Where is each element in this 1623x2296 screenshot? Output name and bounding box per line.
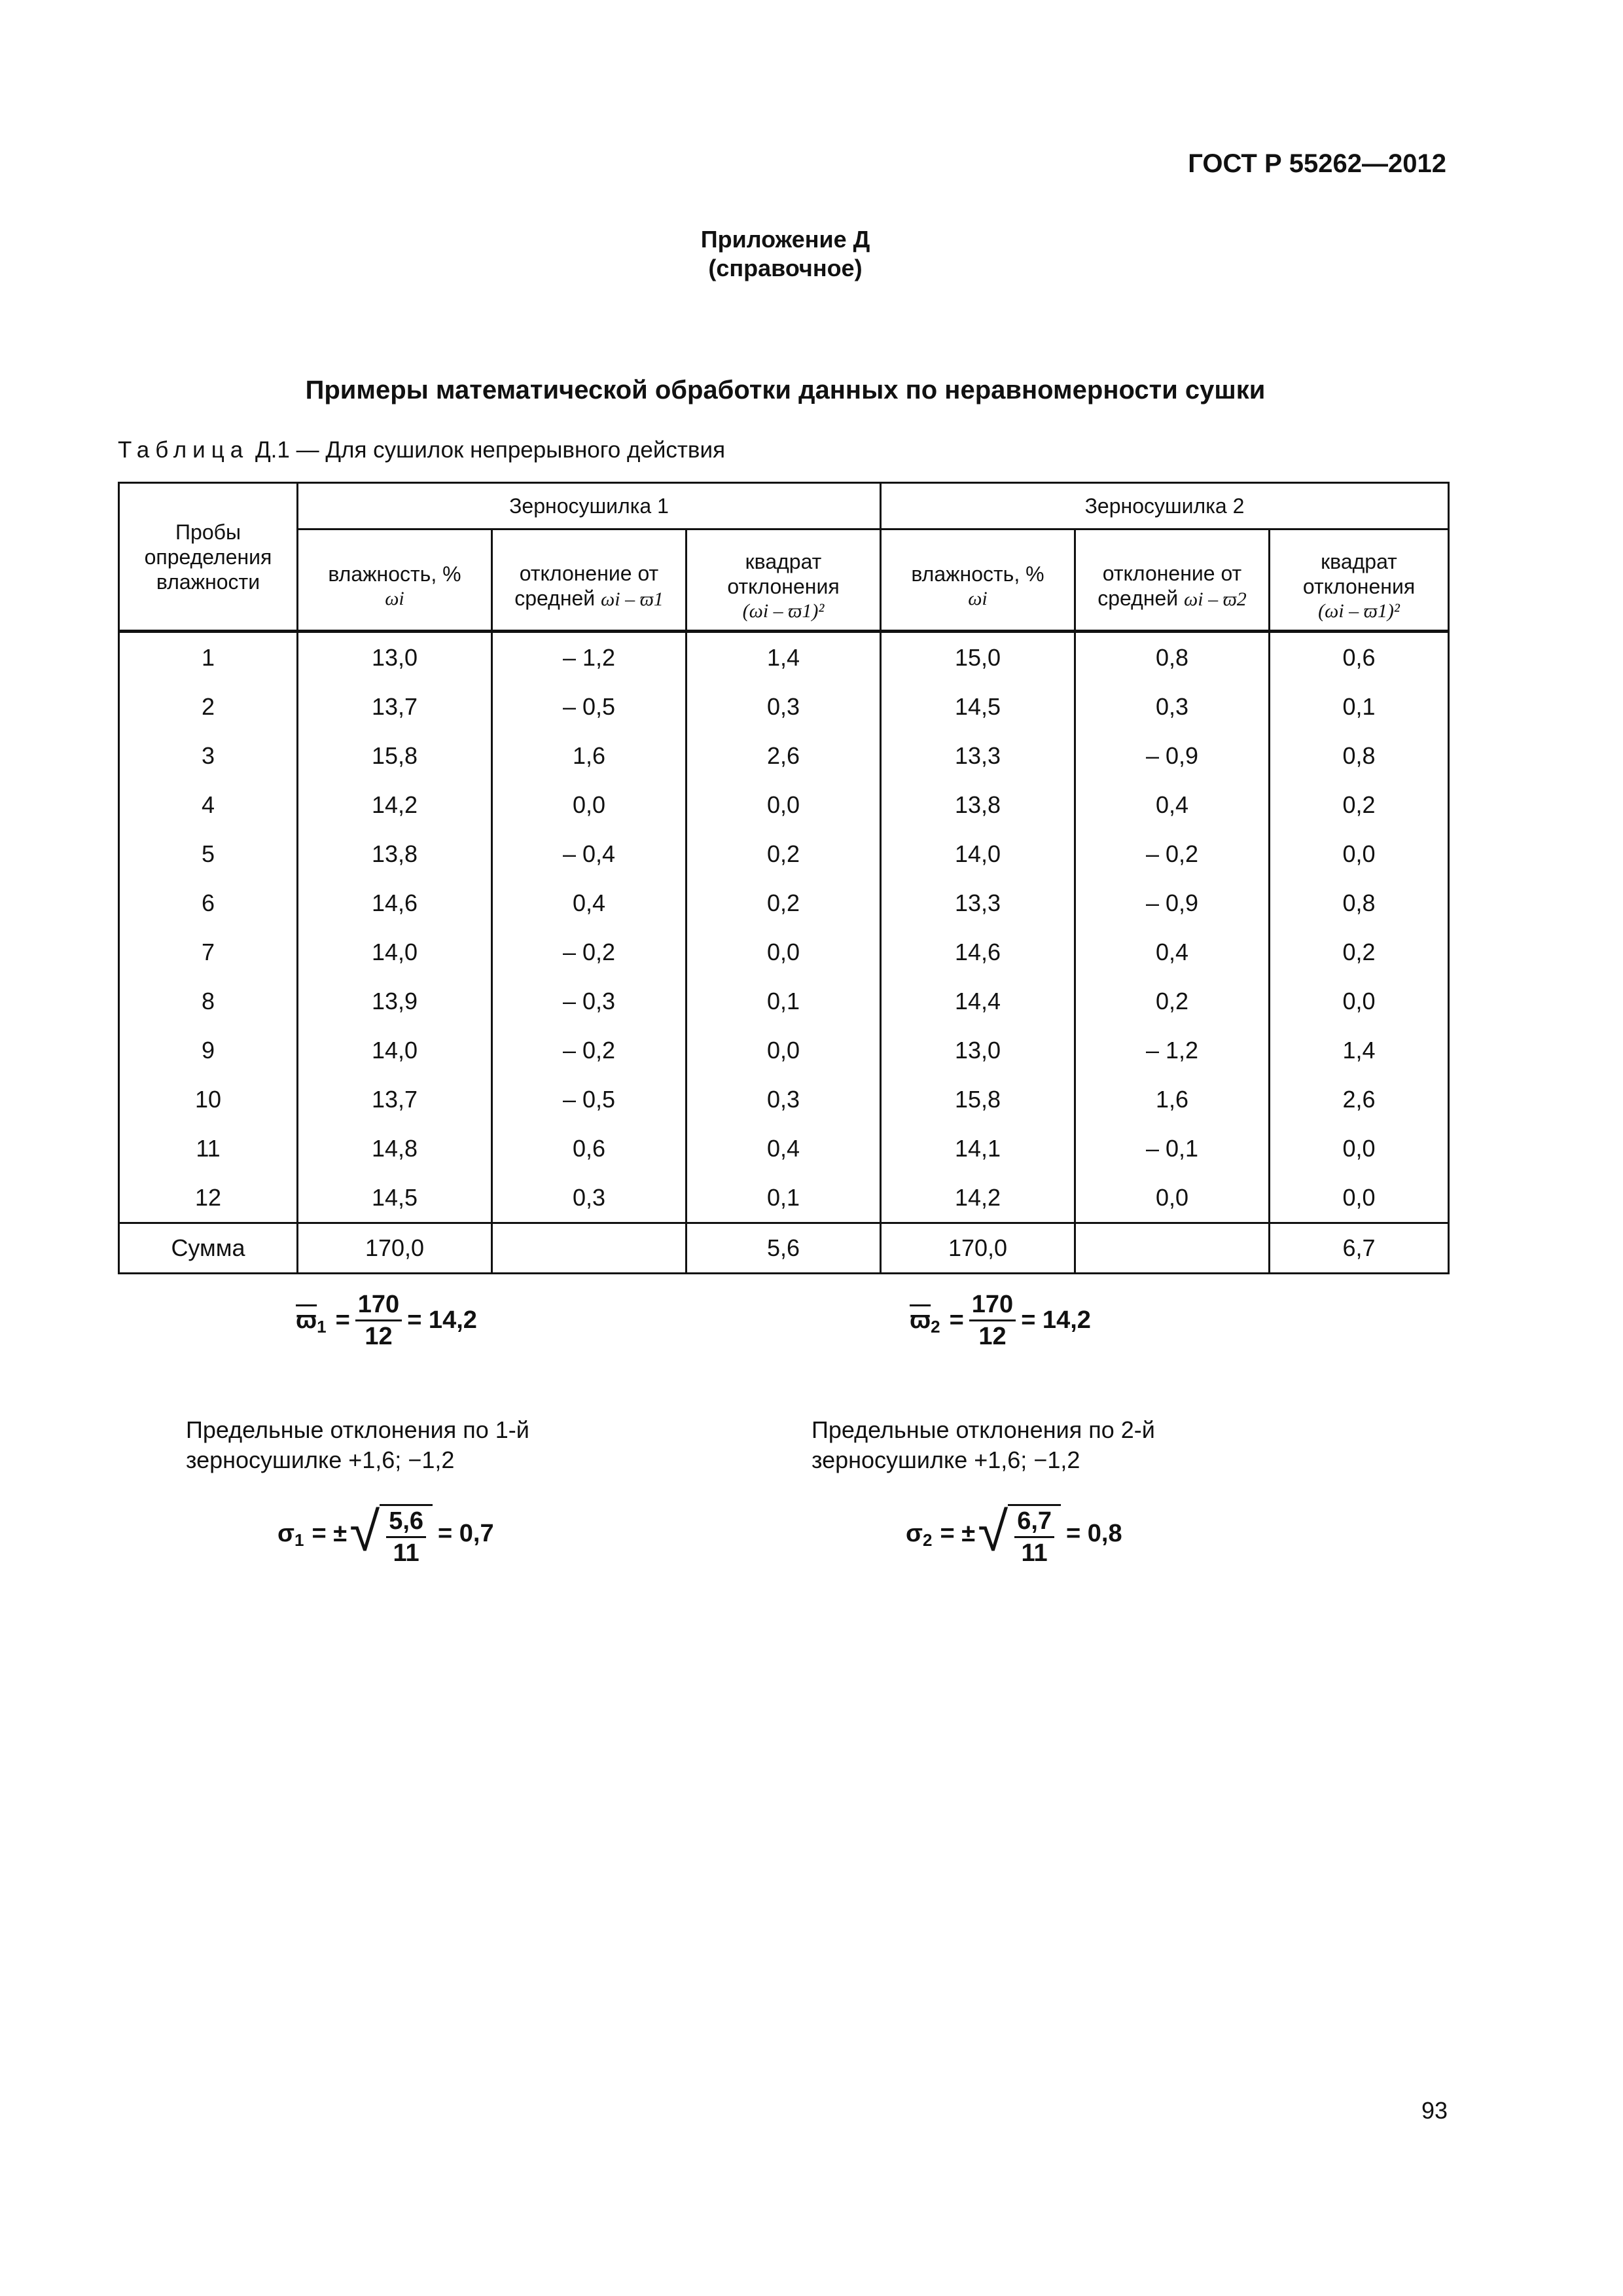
table-cell: 14,0: [298, 927, 492, 977]
table-cell: 4: [119, 780, 298, 829]
page-number: 93: [1421, 2097, 1448, 2124]
table-cell: 0,4: [687, 1124, 881, 1173]
header-moisture-symbol: ωi: [968, 588, 988, 609]
mean-fraction: [969, 1289, 1016, 1352]
table-caption-text: — Для сушилок непрерывного действия: [296, 437, 726, 463]
annex-title: Приложение Д: [700, 226, 870, 253]
sigma-subscript: 2: [923, 1530, 933, 1550]
table-cell: 13,9: [298, 977, 492, 1026]
header-moisture-label: влажность, %: [328, 562, 461, 586]
table-cell: 1: [119, 632, 298, 683]
header-square-symbol: (ωi – ϖ1)²: [1318, 600, 1400, 622]
table-cell: 14,4: [881, 977, 1075, 1026]
table-cell: 0,1: [1270, 682, 1449, 731]
table-cell: 0,8: [1075, 632, 1270, 683]
table-cell: 13,7: [298, 1075, 492, 1124]
table-cell: 14,6: [298, 878, 492, 927]
table-cell: 15,8: [881, 1075, 1075, 1124]
table-cell: 9: [119, 1026, 298, 1075]
document-code: ГОСТ Р 55262—2012: [1188, 149, 1446, 178]
table-cell: 2,6: [687, 731, 881, 780]
sqrt-icon: √ $\frac{5,6}{11}$: [349, 1499, 433, 1568]
table-row: [119, 1173, 1449, 1223]
table-cell: 0,2: [687, 829, 881, 878]
table-cell: 3: [119, 731, 298, 780]
sigma-fraction: [386, 1506, 426, 1568]
sigma-symbol: σ: [277, 1519, 294, 1547]
table-cell: 0,8: [1270, 731, 1449, 780]
header-moisture-symbol: ωi: [385, 588, 404, 609]
fraction-denominator: 12: [365, 1323, 393, 1350]
moisture-table: [118, 482, 1450, 1274]
table-cell: 0,1: [687, 977, 881, 1026]
table-cell: – 0,3: [492, 977, 687, 1026]
table-cell: 0,2: [1270, 927, 1449, 977]
limits-line-1: Предельные отклонения по 1-й: [186, 1416, 529, 1443]
sigma-formula-2: [906, 1499, 1122, 1568]
sqrt-icon: √ $\frac{6,7}{11}$: [978, 1499, 1061, 1568]
table-cell: 13,3: [881, 731, 1075, 780]
table-cell: – 0,5: [492, 682, 687, 731]
table-cell: 14,2: [881, 1173, 1075, 1223]
table-cell: 7: [119, 927, 298, 977]
table-cell: 14,5: [298, 1173, 492, 1223]
table-cell: – 1,2: [492, 632, 687, 683]
sum-cell: Сумма: [119, 1223, 298, 1274]
limits-line-1: Предельные отклонения по 2-й: [812, 1416, 1155, 1443]
sum-row: [119, 1223, 1449, 1274]
table-cell: 13,8: [881, 780, 1075, 829]
header-moisture-label: влажность, %: [911, 562, 1044, 586]
table-cell: – 0,1: [1075, 1124, 1270, 1173]
sigma-subscript: 1: [294, 1530, 304, 1550]
header-sample-col: Пробы определения влажности: [119, 483, 298, 632]
header-deviation-1: [492, 536, 687, 638]
table-cell: 0,2: [1075, 977, 1270, 1026]
sigma-result: = 0,8: [1066, 1519, 1122, 1547]
limits-line-2: зерносушилке +1,6; −1,2: [186, 1446, 455, 1473]
fraction-denominator: 11: [393, 1539, 419, 1567]
sum-cell: 5,6: [687, 1223, 881, 1274]
table-cell: 0,0: [1270, 1173, 1449, 1223]
table-cell: 13,8: [298, 829, 492, 878]
table-cell: 0,2: [687, 878, 881, 927]
table-cell: 2: [119, 682, 298, 731]
table-cell: – 0,2: [1075, 829, 1270, 878]
table-cell: 11: [119, 1124, 298, 1173]
table-cell: 0,6: [492, 1124, 687, 1173]
fraction-numerator: 170: [355, 1289, 402, 1321]
table-cell: 13,7: [298, 682, 492, 731]
table-caption-number: Д.1: [255, 437, 290, 463]
table-row: [119, 1075, 1449, 1124]
table-cell: 12: [119, 1173, 298, 1223]
header-deviation-label: отклонение от средней: [514, 562, 659, 610]
sigma-result: = 0,7: [438, 1519, 494, 1547]
table-cell: 1,4: [1270, 1026, 1449, 1075]
header-square-label: квадрат отклонения: [1302, 550, 1416, 598]
table-cell: – 0,2: [492, 927, 687, 977]
table-cell: 14,0: [881, 829, 1075, 878]
limits-line-2: зерносушилке +1,6; −1,2: [812, 1446, 1080, 1473]
header-moisture-1: [298, 536, 492, 638]
header-dryer-2: Зерносушилка 2: [881, 483, 1449, 529]
header-deviation-symbol: ωi – ϖ1: [601, 588, 664, 610]
fraction-numerator: 5,6: [386, 1506, 426, 1538]
table-cell: 0,0: [1270, 829, 1449, 878]
table-cell: 0,0: [687, 927, 881, 977]
sum-cell: 170,0: [881, 1223, 1075, 1274]
table-cell: 14,8: [298, 1124, 492, 1173]
fraction-numerator: 6,7: [1014, 1506, 1054, 1538]
table-caption-prefix: Таблица: [118, 437, 249, 463]
sum-cell: [492, 1223, 687, 1274]
table-cell: 0,6: [1270, 632, 1449, 683]
table-row: [119, 829, 1449, 878]
table-cell: 5: [119, 829, 298, 878]
header-square-2: [1270, 536, 1449, 638]
header-square-symbol: (ωi – ϖ1)²: [742, 600, 825, 622]
table-cell: 0,3: [687, 682, 881, 731]
table-caption: [118, 437, 725, 463]
header-deviation-label: отклонение от средней: [1097, 562, 1242, 610]
sigma-plus-minus: = ±: [312, 1519, 348, 1547]
fraction-denominator: 11: [1021, 1539, 1048, 1567]
table-cell: 8: [119, 977, 298, 1026]
table-cell: 0,3: [492, 1173, 687, 1223]
sigma-formula-1: [277, 1499, 494, 1568]
table-cell: – 0,9: [1075, 731, 1270, 780]
table-cell: 0,4: [492, 878, 687, 927]
table-cell: 2,6: [1270, 1075, 1449, 1124]
table-cell: 0,0: [1075, 1173, 1270, 1223]
table-row: [119, 1124, 1449, 1173]
table-cell: 14,6: [881, 927, 1075, 977]
table-cell: 1,4: [687, 632, 881, 683]
mean-formula-1: $\overline{ϖ}$ 1 = $\frac{170}{12}$ = 14,2: [296, 1291, 477, 1350]
table-cell: 14,1: [881, 1124, 1075, 1173]
table-cell: 0,4: [1075, 927, 1270, 977]
header-moisture-2: [881, 536, 1075, 638]
sigma-fraction: [1014, 1506, 1054, 1568]
mean-result: = 14,2: [407, 1306, 477, 1334]
header-dryer-1: Зерносушилка 1: [298, 483, 881, 529]
table-cell: 14,5: [881, 682, 1075, 731]
mean-subscript: 1: [317, 1317, 327, 1336]
table-cell: 6: [119, 878, 298, 927]
table-cell: 0,4: [1075, 780, 1270, 829]
table-row: [119, 632, 1449, 683]
table-cell: 10: [119, 1075, 298, 1124]
table-cell: – 0,2: [492, 1026, 687, 1075]
section-title: Примеры математической обработки данных по неравномерности сушки: [305, 376, 1266, 404]
table-cell: 15,8: [298, 731, 492, 780]
mean-fraction: [355, 1289, 402, 1352]
mean-subscript: 2: [931, 1317, 940, 1336]
sum-cell: [1075, 1223, 1270, 1274]
header-square-1: [687, 536, 881, 638]
table-cell: – 0,4: [492, 829, 687, 878]
sum-cell: 170,0: [298, 1223, 492, 1274]
table-cell: 0,2: [1270, 780, 1449, 829]
table-cell: 1,6: [492, 731, 687, 780]
mean-formula-2: $\overline{ϖ}$ 2 = $\frac{170}{12}$ = 14,2: [910, 1291, 1091, 1350]
table-row: [119, 977, 1449, 1026]
annex-kind: (справочное): [708, 255, 863, 281]
table-cell: 1,6: [1075, 1075, 1270, 1124]
table-row: [119, 731, 1449, 780]
annex-heading: [0, 225, 1571, 283]
header-deviation-symbol: ωi – ϖ2: [1184, 588, 1247, 610]
table-row: [119, 927, 1449, 977]
table-cell: 15,0: [881, 632, 1075, 683]
sigma-plus-minus: = ±: [940, 1519, 976, 1547]
fraction-numerator: 170: [969, 1289, 1016, 1321]
table-cell: 13,0: [881, 1026, 1075, 1075]
mean-result: = 14,2: [1021, 1306, 1091, 1334]
table-cell: – 0,9: [1075, 878, 1270, 927]
mean-symbol: $\overline{ϖ}$: [296, 1306, 317, 1334]
header-deviation-2: [1075, 536, 1270, 638]
table-cell: 0,0: [1270, 1124, 1449, 1173]
table-cell: 13,3: [881, 878, 1075, 927]
table-cell: 0,0: [492, 780, 687, 829]
table-row: [119, 878, 1449, 927]
table-cell: 0,3: [687, 1075, 881, 1124]
table-cell: – 0,5: [492, 1075, 687, 1124]
header-square-label: квадрат отклонения: [727, 550, 840, 598]
fraction-denominator: 12: [978, 1323, 1007, 1350]
table-cell: 0,0: [1270, 977, 1449, 1026]
table-cell: – 1,2: [1075, 1026, 1270, 1075]
table-cell: 0,8: [1270, 878, 1449, 927]
sigma-symbol: σ: [906, 1519, 923, 1547]
table-cell: 13,0: [298, 632, 492, 683]
table-row: [119, 780, 1449, 829]
table-cell: 0,0: [687, 780, 881, 829]
table-row: [119, 682, 1449, 731]
table-cell: 0,1: [687, 1173, 881, 1223]
table-row: [119, 1026, 1449, 1075]
mean-symbol: $\overline{ϖ}$: [910, 1306, 931, 1334]
table-cell: 14,0: [298, 1026, 492, 1075]
table-cell: 14,2: [298, 780, 492, 829]
limits-note-1: [186, 1415, 529, 1475]
table-cell: 0,0: [687, 1026, 881, 1075]
table-cell: 0,3: [1075, 682, 1270, 731]
table-body: [119, 632, 1449, 1274]
sum-cell: 6,7: [1270, 1223, 1449, 1274]
limits-note-2: [812, 1415, 1155, 1475]
